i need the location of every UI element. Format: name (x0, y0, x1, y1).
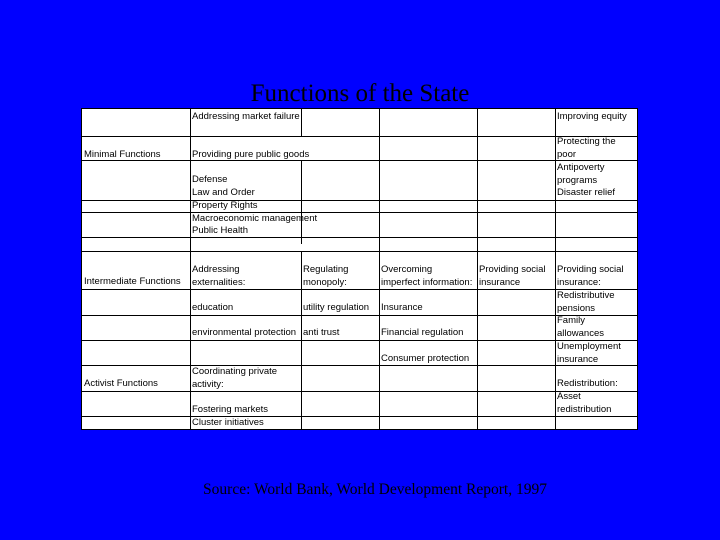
table-row-divider (82, 160, 637, 161)
functions-table (81, 108, 638, 430)
source-caption: Source: World Bank, World Development Report, 1997 (203, 481, 547, 498)
cell-redistributive-pensions: Redistributive pensions (557, 290, 615, 314)
header-addressing-market-failure: Addressing market failure (192, 111, 300, 122)
cell-cluster-initiatives: Cluster initiatives (192, 417, 264, 428)
cell-public-health: Public Health (192, 225, 248, 236)
cell-protecting-the-poor: Protecting the poor (557, 136, 616, 160)
table-row-divider (82, 136, 637, 137)
table-row-divider (82, 315, 637, 316)
cell-fostering-markets: Fostering markets (192, 404, 269, 415)
cell-redistribution: Redistribution: (557, 378, 618, 389)
cell-law-and-order: Law and Order (192, 187, 255, 198)
table-row-divider (82, 212, 637, 213)
cell-insurance: Insurance (381, 302, 423, 313)
table-row-divider (82, 391, 637, 392)
header-improving-equity: Improving equity (557, 111, 627, 122)
cell-financial-regulation: Financial regulation (381, 327, 464, 338)
cell-utility-regulation: utility regulation (303, 302, 370, 313)
cell-coordinating-private-activity: Coordinating private activity: (192, 366, 278, 390)
cell-antipoverty-programs: Antipoverty programs (557, 162, 605, 186)
cell-unemployment-insurance: Unemployment insurance (557, 341, 621, 365)
label-activist-functions: Activist Functions (84, 378, 158, 389)
table-row-divider (82, 237, 637, 238)
table-row-divider (82, 289, 637, 290)
table-col-divider (477, 109, 478, 430)
table-col-divider (190, 109, 191, 430)
cell-defense: Defense (192, 174, 228, 185)
cell-regulating-monopoly: Regulating monopoly: (303, 264, 349, 288)
table-col-divider (301, 160, 302, 244)
table-row-divider (82, 340, 637, 341)
cell-anti-trust: anti trust (303, 327, 340, 338)
cell-consumer-protection: Consumer protection (381, 353, 470, 364)
cell-asset-redistribution: Asset redistribution (557, 391, 612, 415)
label-minimal-functions: Minimal Functions (84, 149, 161, 160)
cell-providing-pure-public-goods: Providing pure public goods (192, 149, 310, 160)
cell-property-rights: Property Rights (192, 200, 258, 211)
table-row-divider (82, 200, 637, 201)
label-intermediate-functions: Intermediate Functions (84, 276, 181, 287)
cell-macroeconomic-management: Macroeconomic management (192, 213, 318, 224)
table-row-divider (82, 365, 637, 366)
cell-education: education (192, 302, 234, 313)
table-col-divider (301, 109, 302, 136)
cell-overcoming-imperfect-information: Overcoming imperfect information: (381, 264, 473, 288)
page-title: Functions of the State (250, 80, 470, 107)
cell-providing-social-insurance-equity: Providing social insurance: (557, 264, 624, 288)
table-row-divider (82, 251, 637, 252)
table-row-divider (82, 416, 637, 417)
table-col-divider (379, 109, 380, 430)
cell-family-allowances: Family allowances (557, 315, 604, 339)
cell-providing-social-insurance: Providing social insurance (479, 264, 546, 288)
cell-disaster-relief: Disaster relief (557, 187, 616, 198)
table-col-divider (555, 109, 556, 430)
cell-addressing-externalities: Addressing externalities: (192, 264, 246, 288)
cell-environmental-protection: environmental protection (192, 327, 297, 338)
